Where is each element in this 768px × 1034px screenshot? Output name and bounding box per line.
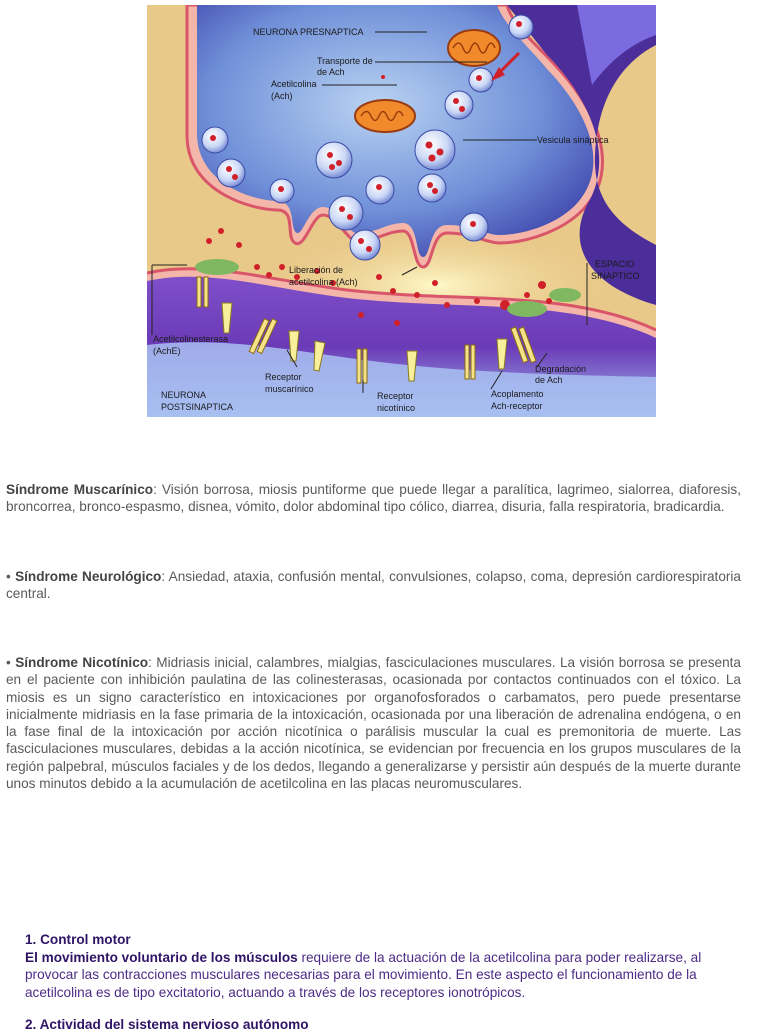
label-nicotinic-1: Receptor [377, 391, 414, 401]
term-neurological: Síndrome Neurológico [15, 569, 162, 584]
term-nicotinic: Síndrome Nicotínico [15, 655, 149, 670]
text-neurological: : Ansiedad, ataxia, confusión mental, convulsiones, colapso, coma, depresión cardiorespiratoria central. [6, 569, 741, 602]
label-ach-1: Acetilcolina [271, 79, 317, 89]
text-nicotinic: : Midriasis inicial, calambres, mialgias, fasciculaciones musculares. La visión borrosa se presenta en el paciente con inhibición paulatina de las colinesterasas, ocasionada por contactos continuados con el tóxico. La miosis es un signo característico en intoxicaciones por organofosforados o carbamatos, pero puede presentarse inicialmente midriasis en la fase primaria de la intoxicación, ocasionada por una liberación de adrenalina endógena, o en la fase final de la intoxicación por acción nicotínica o parálisis muscular la cual es premonitoria de muerte. Las fasciculaciones musculares, debidas a la acción nicotínica, se evidencian por frecuencia en los grupos musculares de la región palpebral, músculos faciales y de los dedos, llegando a generalizarse y persistir aún después de la muerte durante unos minutos debido a la acumulación de acetilcolina en las placas neuromusculares. [6, 655, 741, 792]
label-muscarinic-2: muscarínico [265, 384, 314, 394]
bullet: • [6, 655, 16, 670]
label-release-2: acetilcolina (Ach) [289, 277, 358, 287]
label-presynaptic: NEURONA PRESNAPTICA [253, 27, 364, 37]
label-muscarinic-1: Receptor [265, 372, 302, 382]
section-body-motor-control [25, 949, 725, 1002]
label-transport-1: Transporte de [317, 56, 373, 66]
term-muscarinic: Síndrome Muscarínico [6, 482, 154, 497]
section-title-autonomic: 2. Actividad del sistema nervioso autónomo [25, 1017, 309, 1032]
paragraph-nicotinic [6, 654, 741, 792]
bullet: • [6, 569, 16, 584]
label-nicotinic-2: nicotínico [377, 403, 416, 413]
paragraph-neurological [6, 568, 741, 603]
section-motor-control [25, 931, 725, 1001]
text-muscarinic: : Visión borrosa, miosis puntiforme que puede llegar a paralítica, lagrimeo, sialorrea, diaforesis, broncorrea, bronco-espasmo, disnea, vómito, dolor abdominal tipo cólico, diarrea, disuria, falla respiratoria, bradicardia. [6, 482, 741, 515]
label-release-1: Liberación de [289, 265, 344, 275]
section-text-motor-control: requiere de la actuación de la acetilcolina para poder realizarse, al provocar las contracciones musculares necesarias para el movimiento. En este aspecto el funcionamiento de la acetilcolina es de tipo excitatorio, actuando a través de los receptores ionotrópicos. [25, 949, 702, 1000]
synapse-diagram [147, 5, 656, 417]
section-lead-motor-control: El movimiento voluntario de los músculos [25, 949, 298, 965]
label-coupling-2: Ach-receptor [491, 401, 543, 411]
label-vesicle: Vesicula sináptica [537, 135, 609, 145]
synapse-illustration [147, 5, 656, 417]
paragraph-muscarinic [6, 481, 741, 516]
label-coupling-1: Acoplamento [491, 389, 544, 399]
label-ache-1: Acetilcolinesterasa [153, 334, 229, 344]
label-ach-2: (Ach) [271, 91, 293, 101]
label-degradation-2: de Ach [535, 375, 563, 385]
label-cleft-1: ESPACIO [595, 259, 635, 269]
section-title-motor-control: 1. Control motor [25, 932, 131, 947]
section-autonomic [25, 1016, 725, 1034]
label-cleft-2: SINAPTICO [591, 271, 640, 281]
label-postsynaptic-1: NEURONA [161, 390, 207, 400]
label-ache-2: (AchE) [153, 346, 181, 356]
label-postsynaptic-2: POSTSINAPTICA [161, 402, 234, 412]
label-transport-2: de Ach [317, 67, 345, 77]
label-degradation-1: Degradación [535, 364, 587, 374]
